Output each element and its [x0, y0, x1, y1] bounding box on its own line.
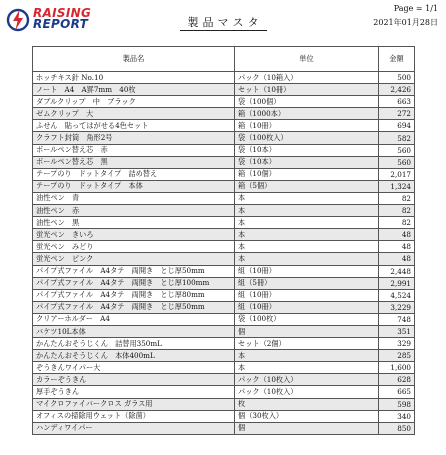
price-cell: 2,017	[379, 168, 415, 180]
unit-cell: 組（10冊）	[235, 301, 379, 313]
product-name-cell: パイプ式ファイル A4タテ 両開き とじ厚100mm	[33, 277, 235, 289]
table-row	[33, 338, 415, 350]
table-row	[33, 350, 415, 362]
price-cell: 48	[379, 253, 415, 265]
product-name-cell: 厚手ぞうきん	[33, 386, 235, 398]
table-row	[33, 374, 415, 386]
product-name-cell: パイプ式ファイル A4タテ 両開き とじ厚50mm	[33, 265, 235, 277]
price-cell: 628	[379, 374, 415, 386]
product-name-cell: 油性ペン 赤	[33, 205, 235, 217]
table-row	[33, 72, 415, 84]
price-cell: 2,991	[379, 277, 415, 289]
table-row	[33, 144, 415, 156]
price-cell: 582	[379, 132, 415, 144]
price-cell: 500	[379, 72, 415, 84]
price-cell: 272	[379, 108, 415, 120]
product-name-cell: 蛍光ペン みどり	[33, 241, 235, 253]
price-cell: 351	[379, 325, 415, 337]
price-cell: 560	[379, 156, 415, 168]
unit-cell: 袋（100個）	[235, 96, 379, 108]
unit-cell: 袋（10本）	[235, 156, 379, 168]
logo-text-report: REPORT	[33, 17, 89, 31]
product-name-cell: ゼムクリップ 大	[33, 108, 235, 120]
unit-cell: 個	[235, 422, 379, 434]
page-title-text: 製品マスタ	[180, 16, 267, 31]
unit-cell: 本	[235, 192, 379, 204]
table-row	[33, 386, 415, 398]
price-cell: 748	[379, 313, 415, 325]
unit-cell: 本	[235, 350, 379, 362]
price-cell: 850	[379, 422, 415, 434]
price-cell: 598	[379, 398, 415, 410]
report-date: 2021年01月28日	[373, 18, 438, 27]
table-row	[33, 289, 415, 301]
column-header-price: 金額	[379, 47, 415, 72]
unit-cell: 本	[235, 362, 379, 374]
product-name-cell: 蛍光ペン ピンク	[33, 253, 235, 265]
table-row	[33, 192, 415, 204]
product-table	[32, 46, 415, 435]
product-name-cell: バケツ10L本体	[33, 325, 235, 337]
table-row	[33, 253, 415, 265]
table-row	[33, 217, 415, 229]
price-cell: 1,324	[379, 180, 415, 192]
product-name-cell: かんたんおそうじくん 本体400mL	[33, 350, 235, 362]
product-name-cell: ふせん 貼ってはがせる4色セット	[33, 120, 235, 132]
table-row	[33, 313, 415, 325]
product-name-cell: 油性ペン 青	[33, 192, 235, 204]
table-row	[33, 410, 415, 422]
product-name-cell: 油性ペン 黒	[33, 217, 235, 229]
unit-cell: セット（10冊）	[235, 84, 379, 96]
product-name-cell: テープのり ドットタイプ 本体	[33, 180, 235, 192]
product-name-cell: オフィスの掃除用ウェット（除菌）	[33, 410, 235, 422]
price-cell: 560	[379, 144, 415, 156]
column-header-product-name: 製品名	[33, 47, 235, 72]
table-row	[33, 277, 415, 289]
product-name-cell: パイプ式ファイル A4タテ 両開き とじ厚50mm	[33, 301, 235, 313]
table-header-row	[33, 47, 415, 72]
price-cell: 48	[379, 241, 415, 253]
unit-cell: パック（10箱入）	[235, 72, 379, 84]
price-cell: 3,229	[379, 301, 415, 313]
unit-cell: 本	[235, 253, 379, 265]
price-cell: 2,426	[379, 84, 415, 96]
product-name-cell: テープのり ドットタイプ 詰め替え	[33, 168, 235, 180]
unit-cell: セット（2個）	[235, 338, 379, 350]
price-cell: 663	[379, 96, 415, 108]
product-name-cell: ノート A4 A罫7mm 40枚	[33, 84, 235, 96]
table-row	[33, 265, 415, 277]
product-name-cell: ぞうきんワイパー大	[33, 362, 235, 374]
page-number: Page = 1/1	[393, 4, 438, 13]
table-row	[33, 422, 415, 434]
price-cell: 4,524	[379, 289, 415, 301]
product-name-cell: マイクロファイバークロス ガラス用	[33, 398, 235, 410]
product-name-cell: かんたんおそうじくん 詰替用350mL	[33, 338, 235, 350]
unit-cell: 袋（100枚入）	[235, 132, 379, 144]
price-cell: 2,448	[379, 265, 415, 277]
unit-cell: 組（10冊）	[235, 289, 379, 301]
unit-cell: 箱（10個）	[235, 168, 379, 180]
price-cell: 694	[379, 120, 415, 132]
product-name-cell: クリアーホルダー A4	[33, 313, 235, 325]
table-row	[33, 156, 415, 168]
table-row	[33, 108, 415, 120]
unit-cell: 組（10冊）	[235, 265, 379, 277]
table-row	[33, 229, 415, 241]
price-cell: 1,600	[379, 362, 415, 374]
unit-cell: 箱（5個）	[235, 180, 379, 192]
price-cell: 82	[379, 205, 415, 217]
product-name-cell: ハンディワイパー	[33, 422, 235, 434]
product-name-cell: ボールペン替え芯 赤	[33, 144, 235, 156]
unit-cell: パック（10枚入）	[235, 374, 379, 386]
unit-cell: 箱（1000本）	[235, 108, 379, 120]
product-name-cell: 蛍光ペン きいろ	[33, 229, 235, 241]
table-row	[33, 84, 415, 96]
unit-cell: 箱（10冊）	[235, 120, 379, 132]
product-name-cell: ボールペン替え芯 黒	[33, 156, 235, 168]
product-name-cell: カラーぞうきん	[33, 374, 235, 386]
logo-text-raising: RAISING	[33, 6, 92, 20]
table-row	[33, 120, 415, 132]
table-row	[33, 301, 415, 313]
product-name-cell: ホッチキス針 No.10	[33, 72, 235, 84]
price-cell: 340	[379, 410, 415, 422]
table-row	[33, 96, 415, 108]
product-name-cell: パイプ式ファイル A4タテ 両開き とじ厚80mm	[33, 289, 235, 301]
unit-cell: 組（5冊）	[235, 277, 379, 289]
price-cell: 285	[379, 350, 415, 362]
unit-cell: 袋（10本）	[235, 144, 379, 156]
unit-cell: 個	[235, 325, 379, 337]
table-row	[33, 398, 415, 410]
table-row	[33, 241, 415, 253]
unit-cell: 枚	[235, 398, 379, 410]
table-row	[33, 168, 415, 180]
price-cell: 665	[379, 386, 415, 398]
price-cell: 82	[379, 217, 415, 229]
price-cell: 48	[379, 229, 415, 241]
price-cell: 82	[379, 192, 415, 204]
unit-cell: 本	[235, 241, 379, 253]
unit-cell: 本	[235, 217, 379, 229]
table-row	[33, 325, 415, 337]
unit-cell: 本	[235, 229, 379, 241]
price-cell: 329	[379, 338, 415, 350]
table-row	[33, 362, 415, 374]
product-name-cell: ダブルクリップ 中 ブラック	[33, 96, 235, 108]
unit-cell: 個（30枚入）	[235, 410, 379, 422]
unit-cell: パック（10枚入）	[235, 386, 379, 398]
table-row	[33, 180, 415, 192]
product-name-cell: クラフト封筒 角形2号	[33, 132, 235, 144]
table-row	[33, 205, 415, 217]
unit-cell: 袋（100枚）	[235, 313, 379, 325]
column-header-unit: 単位	[235, 47, 379, 72]
unit-cell: 本	[235, 205, 379, 217]
table-row	[33, 132, 415, 144]
